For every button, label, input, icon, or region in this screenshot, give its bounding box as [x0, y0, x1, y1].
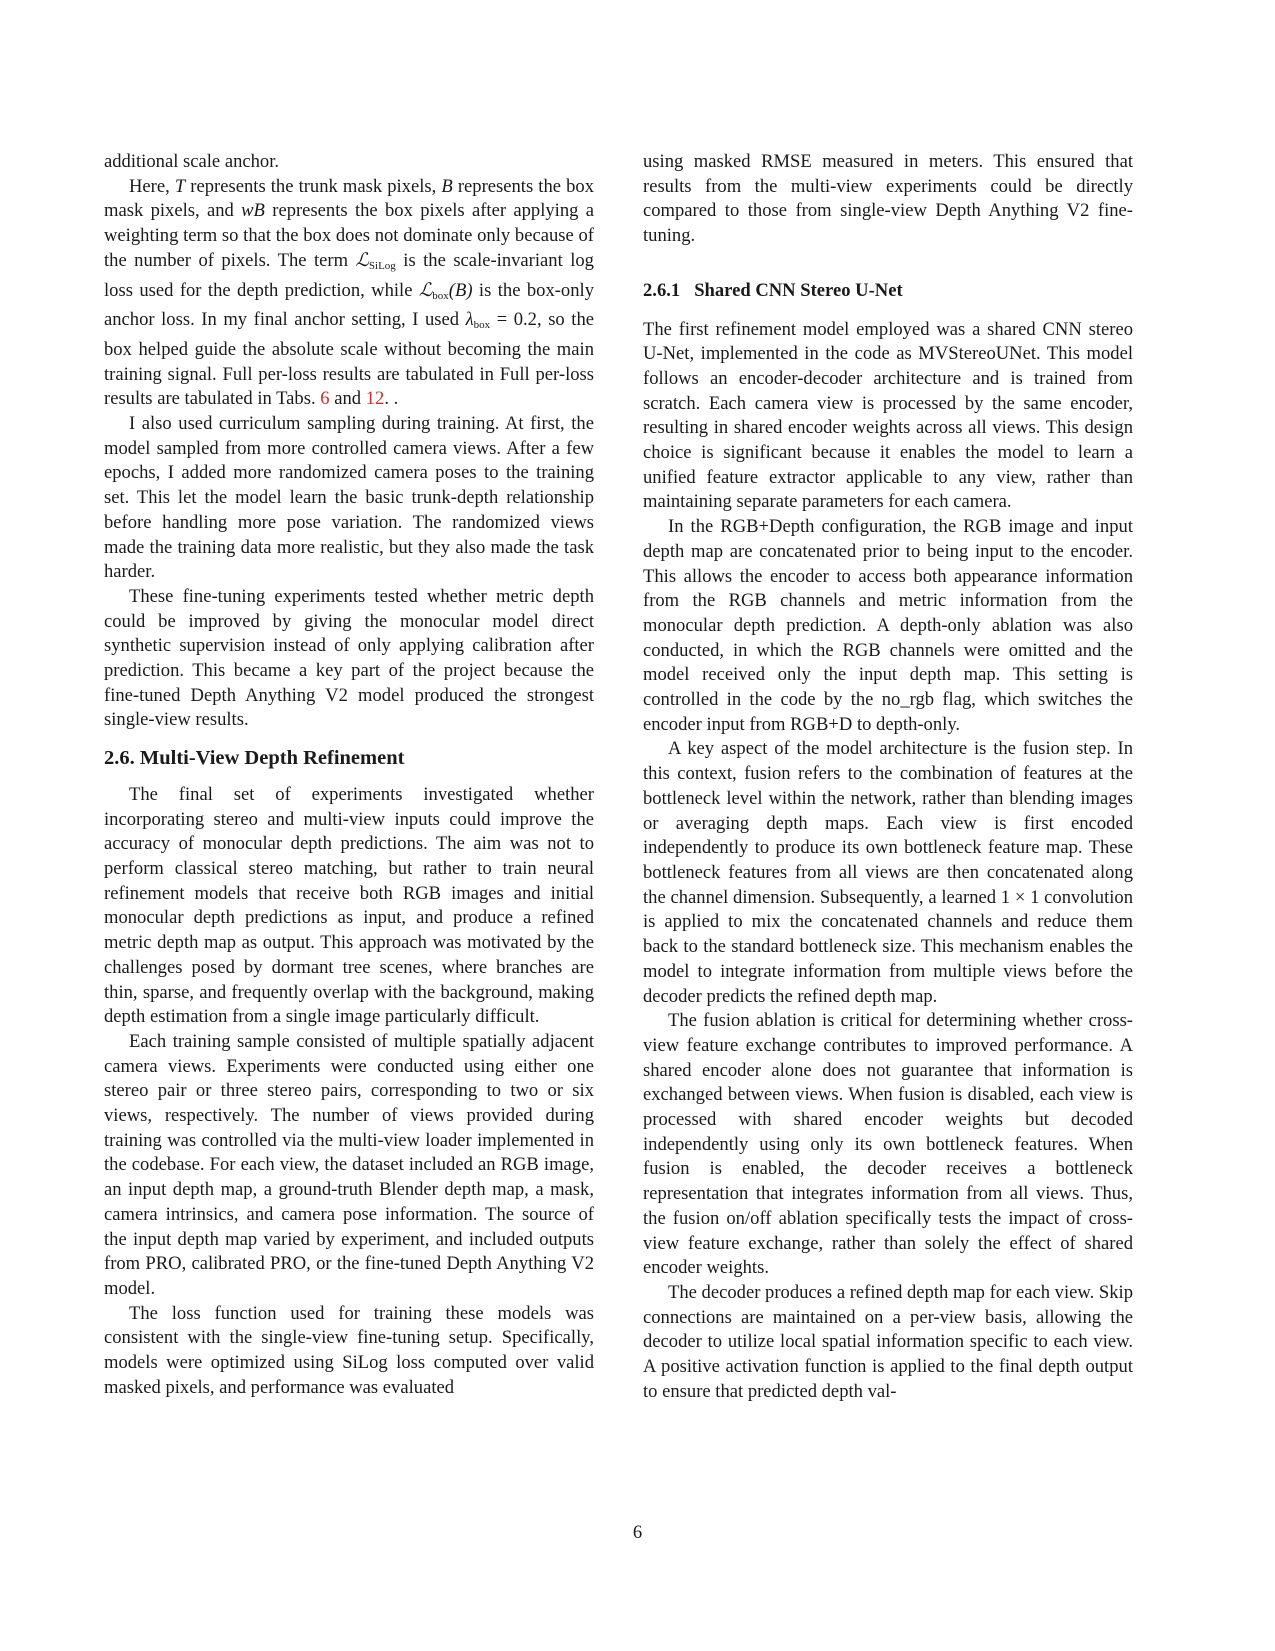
text-span: represents the box mask pixels, and [104, 175, 594, 222]
text-span: and [329, 388, 366, 410]
math-equals: = 0.2 [490, 309, 537, 331]
subsection-title: Shared CNN Stereo U-Net [694, 279, 903, 301]
paragraph-fusion-step: A key aspect of the model architecture is the fusion step. In this context, fusion refers to the combination of features at the bottleneck level within the network, rather than blending images or averaging depth maps. Each view is first encoded independently to produce its own bottleneck feature map. These bottleneck features from all views are then concatenated along the channel dimension. Subsequently, a learned 1 × 1 convolution is applied to mix the concatenated channels and reduce them back to the standard bottleneck size. This mechanism enables the model to integrate information from multiple views before the decoder predicts the refined depth map. [643, 738, 1133, 1007]
right-column [643, 150, 1133, 1404]
subscript-box: box [432, 289, 449, 302]
math-T: T [174, 175, 186, 197]
section-heading-2-6: 2.6. Multi-View Depth Refinement [104, 747, 405, 770]
text-span: . . [384, 388, 399, 410]
paragraph-scale-anchor: additional scale anchor. [104, 151, 280, 172]
math-lambda: λ [465, 309, 474, 331]
paragraph-loss-terms [104, 175, 594, 412]
paragraph-rgb-depth: In the RGB+Depth configuration, the RGB image and input depth map are concatenated prior to being input to the encoder. This allows the encoder to access both appearance information from the RGB channels and metric information from the monocular depth prediction. A depth-only ablation was also conducted, in which the RGB channels were omitted and the model received only the input depth map. This setting is controlled in the code by the no_rgb flag, which switches the encoder input from RGB+D to depth-only. [643, 516, 1133, 735]
paragraph-curriculum: I also used curriculum sampling during training. At first, the model sampled from more controlled camera views. After a few epochs, I added more randomized camera poses to the training set. This let the model learn the basic trunk-depth relationship before handling more pose variation. The randomized views made the training data more realistic, but they also made the task harder. [104, 413, 594, 583]
paragraph-finetuning: These fine-tuning experiments tested whether metric depth could be improved by giving the monocular model direct synthetic supervision instead of only applying calibration after prediction. This became a key part of the project because the fine-tuned Depth Anything V2 model produced the strongest single-view results. [104, 585, 594, 731]
table-ref-12-link[interactable]: 12 [365, 388, 385, 410]
text-span: , so the box helped guide the absolute scale without becoming the main training signal. Full per-loss results are tabulated in Full per-loss results are tabulated in Tabs. [104, 309, 594, 410]
math-L-silog: ℒ [355, 249, 369, 271]
text-span: represents the trunk mask pixels, [185, 175, 442, 197]
paragraph-fusion-ablation: The fusion ablation is critical for determining whether cross-view feature exchange contributes to improved performance. A shared encoder alone does not guarantee that information is exchanged between views. When fusion is disabled, each view is processed with shared encoder weights but decoded independently using only its own bottleneck features. When fusion is enabled, the decoder receives a bottleneck representation that integrates information from all views. Thus, the fusion on/off ablation specifically tests the impact of cross-view feature exchange, rather than solely the effect of shared encoder weights. [643, 1010, 1133, 1279]
left-column [104, 150, 594, 1400]
text-span: is the box-only anchor loss. In my final anchor setting, I used [104, 279, 594, 331]
paragraph-training-sample: Each training sample consisted of multiple spatially adjacent camera views. Experiments were conducted using either one stereo pair or three stereo pairs, corresponding to two or six views, respectively. The number of views provided during training was controlled via the multi-view loader implemented in the codebase. For each view, the dataset included an RGB image, an input depth map, a ground-truth Blender depth map, a mask, camera intrinsics, and camera pose information. The source of the input depth map varied by experiment, and included outputs from PRO, calibrated PRO, or the fine-tuned Depth Anything V2 model. [104, 1030, 594, 1299]
math-wB: wB [241, 200, 265, 222]
subscript-silog: SiLog [368, 259, 396, 272]
paragraph-unet-intro: The first refinement model employed was a shared CNN stereo U-Net, implemented in the code as MVStereoUNet. This model follows an encoder-decoder architecture and is trained from scratch. Each camera view is processed by the same encoder, resulting in shared encoder weights across all views. This design choice is significant because it enables the model to learn a unified feature extractor applicable to any view, rather than maintaining separate parameters for each camera. [643, 318, 1133, 513]
math-B-paren: (B) [448, 279, 473, 301]
text-span: Here, [129, 175, 175, 197]
subsection-number: 2.6.1 [643, 279, 681, 301]
subscript-box-lambda: box [473, 319, 491, 332]
paragraph-rmse: using masked RMSE measured in meters. This ensured that results from the multi-view experiments could be directly compared to those from single-view Depth Anything V2 fine-tuning. [643, 151, 1133, 247]
table-ref-6-link[interactable]: 6 [320, 388, 330, 410]
text-span: represents the box pixels after applying a weighting term so that the box does not dominate only because of the number of pixels. The term [104, 200, 595, 271]
paragraph-decoder: The decoder produces a refined depth map for each view. Skip connections are maintained on a per-view basis, allowing the decoder to utilize local spatial information specific to each view. A positive activation function is applied to the final depth output to ensure that predicted depth val- [643, 1281, 1133, 1402]
text-span: is the scale-invariant log loss used for the depth prediction, while [104, 249, 594, 301]
paragraph-loss-function: The loss function used for training these models was consistent with the single-view fine-tuning setup. Specifically, models were optimized using SiLog loss computed over valid masked pixels, and performance was evaluated [104, 1302, 594, 1398]
page-number: 6 [632, 1522, 643, 1543]
paragraph-multiview-intro: The final set of experiments investigated whether incorporating stereo and multi-view inputs could improve the accuracy of monocular depth predictions. The aim was not to perform classical stereo matching, but rather to train neural refinement models that receive both RGB images and initial monocular depth predictions as input, and produce a refined metric depth map as output. This approach was motivated by the challenges posed by dormant tree scenes, where branches are thin, sparse, and frequently overlap with the background, making depth estimation from a single image particularly difficult. [104, 783, 594, 1028]
subsection-heading-2-6-1 [643, 279, 1133, 304]
math-B: B [441, 175, 453, 197]
math-L-box: ℒ [418, 279, 433, 301]
